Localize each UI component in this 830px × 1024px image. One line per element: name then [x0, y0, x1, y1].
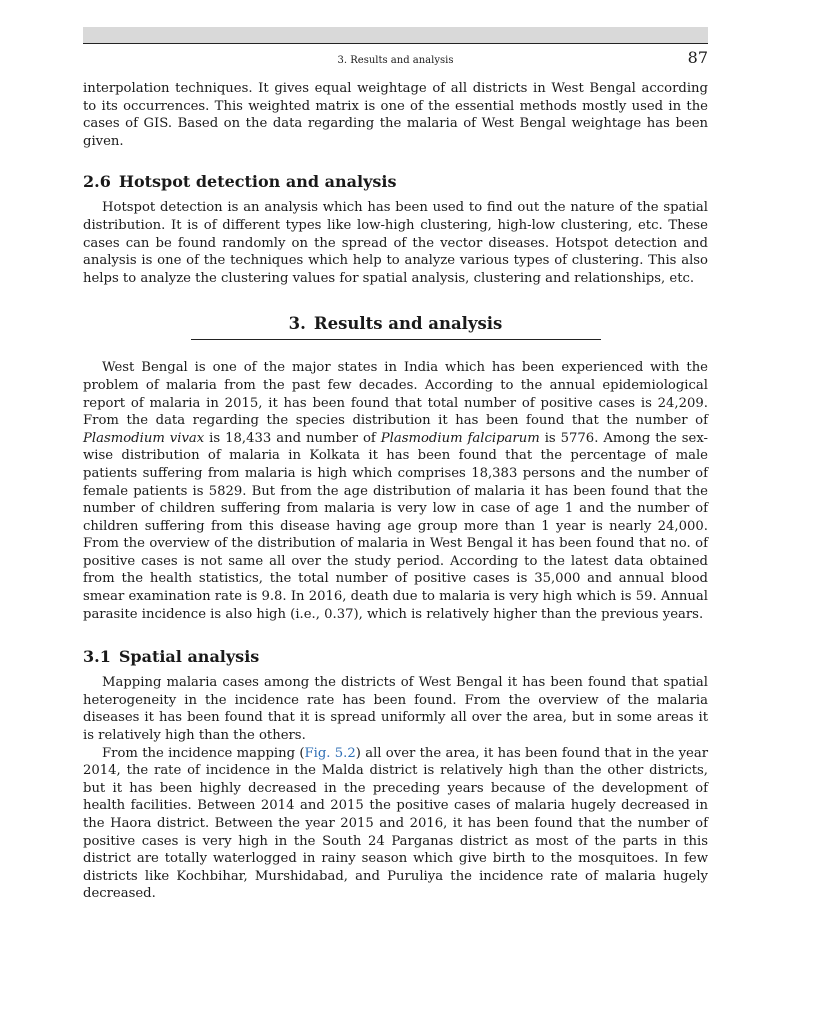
- section-3-heading: [191, 313, 601, 340]
- section-3-text-part3: is 5776. Among the sex-wise distribution of malaria in Kolkata it has been found that the percentage of male patients suffering from malaria is high which comprises 18,383 persons and the number of female patients is 5829. But from the age distribution of malaria it has been found that the number of children suffering from malaria is very low in case of age 1 and the number of children suffering from this disease having age group more than 1 year is nearly 24,000. From the overview of the distribution of malaria in West Bengal it has been found that no. of positive cases is not same all over the study period. According to the latest data obtained from the health statistics, the total number of positive cases is 35,000 and annual blood smear examination rate is 9.8. In 2016, death due to malaria is very high which is 59. Annual parasite incidence is also high (i.e., 0.37), which is relatively higher than the previous years.: [83, 430, 709, 622]
- section-2-6-heading: [83, 172, 708, 192]
- section-3-paragraph: [83, 359, 708, 623]
- section-3-1-paragraph-1: Mapping malaria cases among the districts of West Bengal it has been found that spatial heterogeneity in the incidence rate has been found. From the overview of the malaria diseases it has been found that it is spread uniformly all over the area, but in some areas it is relatively high than the others.: [83, 675, 708, 744]
- page-number: 87: [687, 48, 708, 67]
- section-2-6-number: 2.6: [83, 172, 111, 192]
- header-band: [83, 27, 708, 43]
- running-head: [83, 48, 708, 71]
- section-3-1-title: Spatial analysis: [118, 647, 260, 667]
- section-3-1-heading: [83, 647, 708, 667]
- running-title: 3. Results and analysis: [337, 55, 454, 66]
- section-2-6-title: Hotspot detection and analysis: [118, 172, 397, 192]
- section-3-1-number: 3.1: [83, 647, 111, 667]
- section-3-1-text-part2: ) all over the area, it has been found that in the year 2014, the rate of incidence in the Malda district is relatively high than the other districts, but it has been highly decreased in the preceding years because of the development of health facilities. Between 2014 and 2015 the positive cases of malaria hugely decreased in the Haora district. Between the year 2015 and 2016, it has been found that the number of positive cases is very high in the South 24 Parganas district as most of the parts in this district are totally waterlogged in rainy season which give birth to the mosquitoes. In few districts like Kochbihar, Murshidabad, and Puruliya the incidence rate of malaria hugely decreased.: [83, 745, 709, 902]
- section-3-1-text-part1: From the incidence mapping (: [102, 745, 305, 761]
- section-3-text-part2: is 18,433 and number of: [204, 430, 381, 446]
- section-2-6-paragraph: Hotspot detection is an analysis which has been used to find out the nature of the spatial distribution. It is of different types like low-high clustering, high-low clustering, etc. These cases can be found randomly on the spread of the vector diseases. Hotspot detection and analysis is one of the techniques which help to analyze various types of clustering. This also helps to analyze the clustering values for spatial analysis, clustering and relationships, etc.: [83, 200, 708, 286]
- section-3-text-part1: West Bengal is one of the major states in India which has been experienced with the problem of malaria from the past few decades. According to the annual epidemiological report of malaria in 2015, it has been found that total number of positive cases is 24,209. From the data regarding the species distribution it has been found that the number of: [83, 360, 708, 429]
- page-body: [83, 80, 708, 903]
- species-vivax: Plasmodium vivax: [83, 430, 205, 446]
- figure-link[interactable]: Fig. 5.2: [304, 745, 356, 761]
- section-3-1-paragraph-2: [83, 745, 708, 903]
- section-3-title: Results and analysis: [313, 314, 503, 334]
- header-rule: [83, 43, 708, 44]
- intro-paragraph: interpolation techniques. It gives equal weightage of all districts in West Bengal according to its occurrences. This weighted matrix is one of the essential methods mostly used in the cases of GIS. Based on the data regarding the malaria of West Bengal weightage has been given.: [83, 81, 708, 149]
- species-falciparum: Plasmodium falciparum: [380, 430, 540, 446]
- section-3-number: 3.: [288, 314, 306, 334]
